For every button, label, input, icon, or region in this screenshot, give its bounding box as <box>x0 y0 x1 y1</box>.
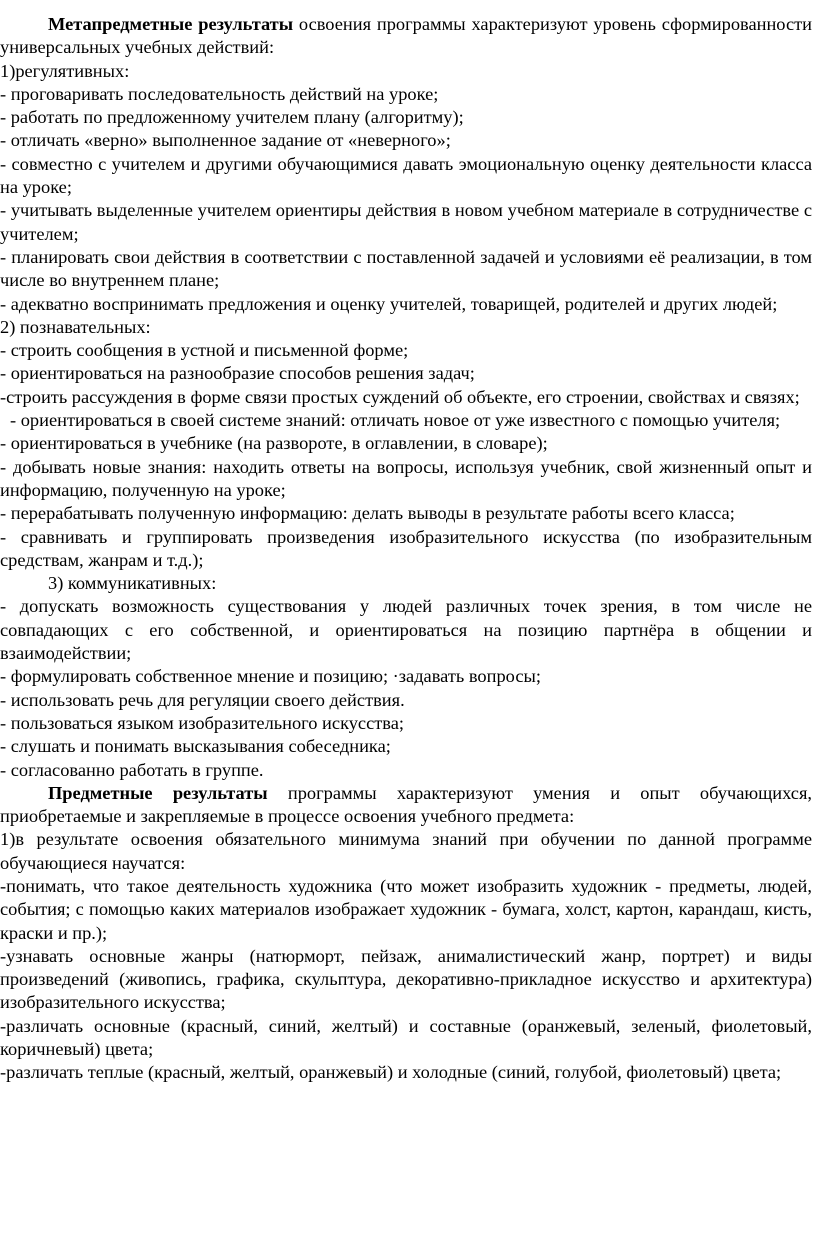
subject-results-title: Предметные результаты <box>48 782 268 803</box>
list-item: - отличать «верно» выполненное задание от «неверного»; <box>0 130 451 151</box>
list-item: -различать основные (красный, синий, желтый) и составные (оранжевый, зеленый, фиолетовый, коричневый) цвета; <box>0 1015 812 1060</box>
regulatory-heading: 1)регулятивных: <box>0 60 130 81</box>
cognitive-heading: 2) познавательных: <box>0 316 151 337</box>
list-item: -узнавать основные жанры (натюрморт, пейзаж, анималистический жанр, портрет) и виды произведений (живопись, графика, скульптура, декоративно-прикладное искусство и архитектура) изобразительного искусства; <box>0 945 812 1013</box>
list-item: - формулировать собственное мнение и позицию; ·задавать вопросы; <box>0 666 541 687</box>
list-item: - пользоваться языком изобразительного искусства; <box>0 712 405 733</box>
list-item: - планировать свои действия в соответствии с поставленной задачей и условиями её реализации, в том числе во внутреннем плане; <box>0 246 812 291</box>
meta-results-text: освоения программы характеризуют уровень сформированности универсальных учебных действий: <box>0 14 812 58</box>
list-item: - адекватно воспринимать предложения и оценку учителей, товарищей, родителей и других людей; <box>0 293 778 314</box>
list-item: - добывать новые знания: находить ответы на вопросы, используя учебник, свой жизненный опыт и информацию, полученную на уроке; <box>0 456 812 500</box>
list-item: - работать по предложенному учителем плану (алгоритму); <box>0 107 464 128</box>
list-item: - ориентироваться на разнообразие способов решения задач; <box>0 363 475 384</box>
meta-results-title: Метапредметные результаты <box>48 14 294 34</box>
list-item: -строить рассуждения в форме связи простых суждений об объекте, его строении, свойствах и связях; <box>0 386 800 407</box>
list-item: - учитывать выделенные учителем ориентиры действия в новом учебном материале в сотрудничестве с учителем; <box>0 200 812 244</box>
communicative-heading: 3) коммуникативных: <box>48 573 217 594</box>
list-item: - согласованно работать в группе. <box>0 759 264 780</box>
list-item: - ориентироваться в своей системе знаний: отличать новое от уже известного с помощью учителя; <box>10 410 781 431</box>
list-item: -различать теплые (красный, желтый, оранжевый) и холодные (синий, голубой, фиолетовый) цвета; <box>0 1062 782 1083</box>
list-item: - совместно с учителем и другими обучающимися давать эмоциональную оценку деятельности класса на уроке; <box>0 153 812 198</box>
subject-results-intro <box>0 782 812 829</box>
list-item: - проговаривать последовательность действий на уроке; <box>0 83 439 104</box>
list-item: - строить сообщения в устной и письменной форме; <box>0 340 409 361</box>
list-item: - перерабатывать полученную информацию: делать выводы в результате работы всего класса; <box>0 503 735 524</box>
subject-subheading: 1)в результате освоения обязательного минимума знаний при обучении по данной программе обучающиеся научатся: <box>0 829 812 873</box>
list-item: - ориентироваться в учебнике (на развороте, в оглавлении, в словаре); <box>0 433 548 454</box>
list-item: - использовать речь для регуляции своего действия. <box>0 689 405 710</box>
list-item: - сравнивать и группировать произведения изобразительного искусства (по изобразительным средствам, жанрам и т.д.); <box>0 526 812 570</box>
list-item: - допускать возможность существования у людей различных точек зрения, в том числе не совпадающих с его собственной, и ориентироваться на позицию партнёра в общении и взаимодействии; <box>0 596 812 664</box>
subject-results-text: программы характеризуют умения и опыт обучающихся, приобретаемые и закрепляемые в процессе освоения учебного предмета: <box>0 782 812 827</box>
list-item: -понимать, что такое деятельность художника (что может изобразить художник - предметы, людей, события; с помощью каких материалов изображает художник - бумага, холст, картон, карандаш, кисть, краски и пр.); <box>0 875 812 943</box>
list-item: - слушать и понимать высказывания собеседника; <box>0 736 391 757</box>
meta-results-intro <box>0 13 812 60</box>
